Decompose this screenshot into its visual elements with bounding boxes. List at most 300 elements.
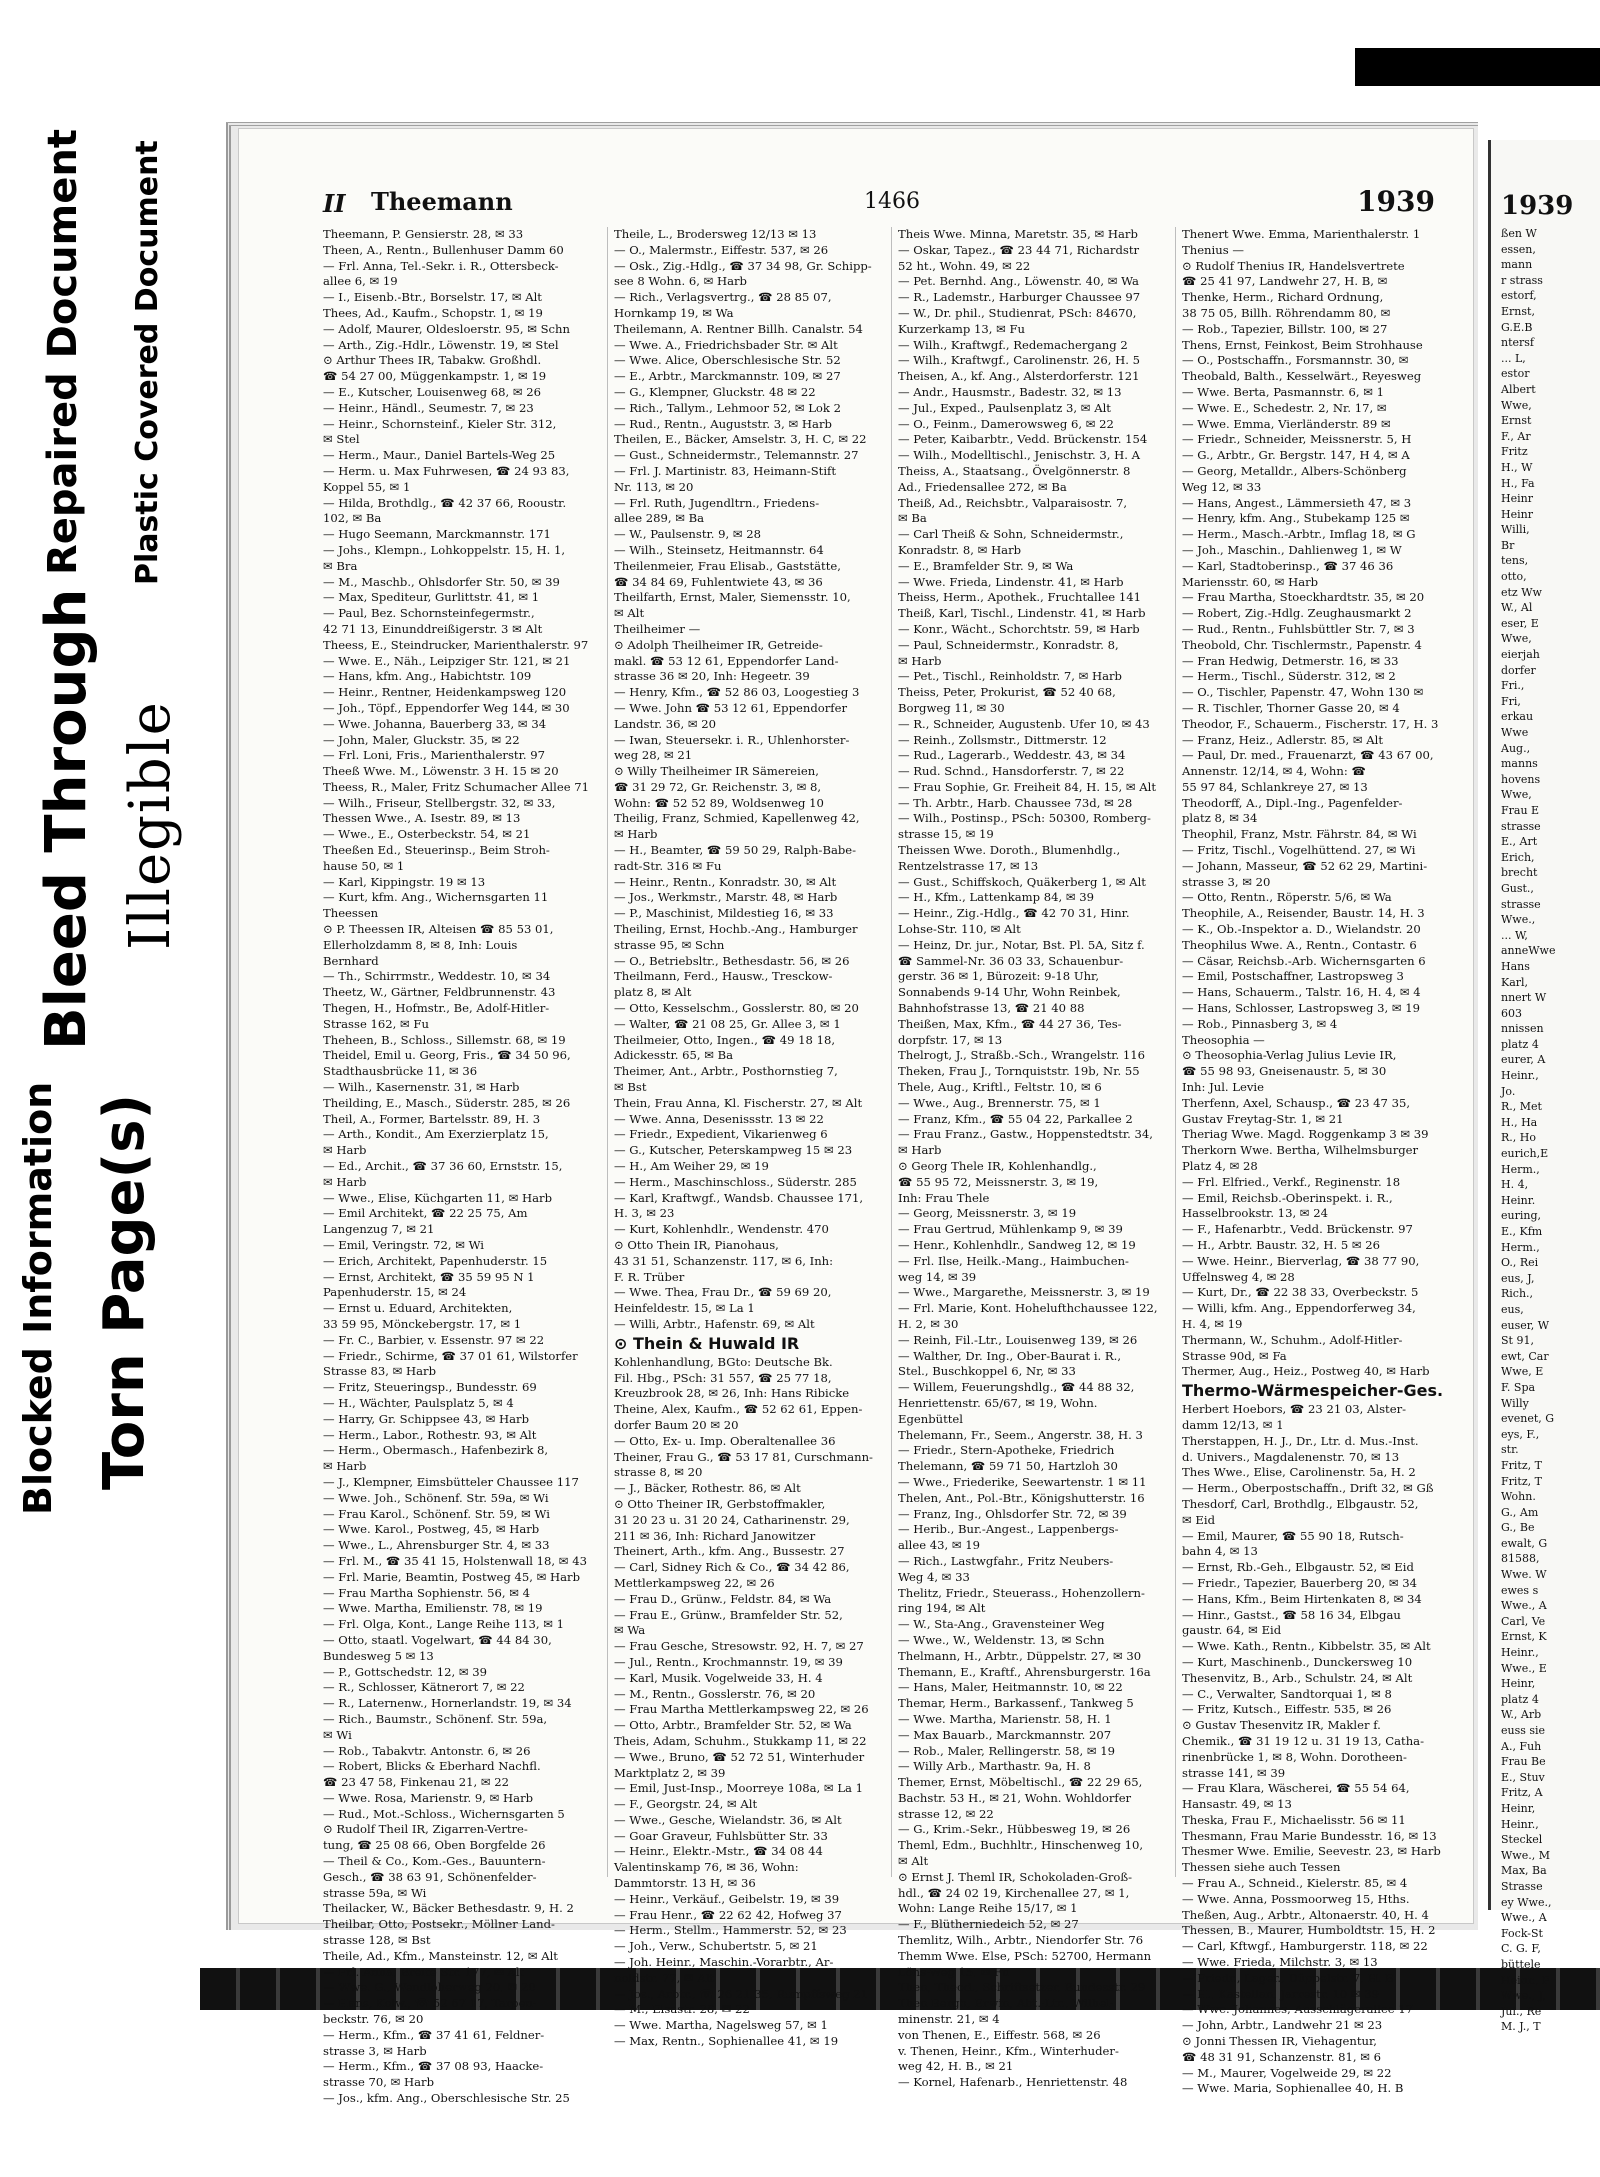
facing-page-line: Frau Be xyxy=(1501,1755,1546,1769)
directory-entry-line: Theiling, Ernst, Hochb.-Ang., Hamburger xyxy=(614,922,858,937)
facing-page-line: R., Met xyxy=(1501,1100,1542,1114)
directory-entry-line: Valentinskamp 76, ✉ 36, Wohn: xyxy=(614,1860,799,1875)
directory-entry-line: — Frau Klara, Wäscherei, ☎ 55 54 64, xyxy=(1182,1781,1410,1796)
directory-entry-line: — O., Betriebsltr., Bethesdastr. 56, ✉ 26 xyxy=(614,953,850,968)
directory-entry-line: von Thenen, E., Eiffestr. 568, ✉ 26 xyxy=(898,2027,1101,2042)
directory-entry-line: — R., Schneider, Augustenb. Ufer 10, ✉ 43 xyxy=(898,716,1150,731)
volume-number: II xyxy=(323,189,346,218)
facing-page-line: otto, xyxy=(1501,570,1527,584)
directory-entry-line: Theobold, Chr. Tischlermstr., Papenstr. 4 xyxy=(1182,637,1422,652)
facing-page-line: Wwe, xyxy=(1501,632,1532,646)
directory-entry-line: ☎ 23 47 58, Finkenau 21, ✉ 22 xyxy=(323,1775,510,1790)
facing-page-line: Wwe, xyxy=(1501,398,1532,412)
facing-page-line: euss sie xyxy=(1501,1724,1546,1737)
directory-entry-line: Theilacker, W., Bäcker Bethesdastr. 9, H. 2 xyxy=(323,1901,574,1916)
directory-entry-line: — Fritz, Steueringsp., Bundesstr. 69 xyxy=(323,1380,537,1395)
directory-entry-line: — Heinr., Verkäuf., Geibelstr. 19, ✉ 39 xyxy=(614,1891,840,1906)
directory-entry-line: — Hans, Angest., Lämmersieth 47, ✉ 3 xyxy=(1182,495,1412,510)
facing-page-line: R., Ho xyxy=(1501,1131,1536,1145)
directory-entry-line: — Rud., Mot.-Schloss., Wichernsgarten 5 xyxy=(323,1806,565,1821)
directory-entry-line: — H., Beamter, ☎ 59 50 29, Ralph-Babe- xyxy=(614,843,857,858)
stamp-illegible: Illegible xyxy=(118,700,183,950)
directory-entry-line: — M., Maurer, Vogelweide 29, ✉ 22 xyxy=(1182,2065,1392,2080)
directory-entry-line: Theophilus Wwe. A., Rentn., Contastr. 6 xyxy=(1182,937,1417,952)
directory-entry-line: ☎ 34 84 69, Fuhlentwiete 43, ✉ 36 xyxy=(614,574,823,589)
directory-entry-line: — Theil & Co., Kom.-Ges., Bauuntern- xyxy=(323,1854,546,1869)
directory-entry-line: Thele, Aug., Kriftl., Feltstr. 10, ✉ 6 xyxy=(898,1080,1102,1095)
directory-entry-line: — Reinh, Fil.-Ltr., Louisenweg 139, ✉ 26 xyxy=(898,1332,1138,1347)
directory-entry-line: ⊙ Jonni Thessen IR, Viehagentur, xyxy=(1182,2034,1377,2049)
directory-entry-line: — Rob., Pinnasberg 3, ✉ 4 xyxy=(1182,1016,1338,1031)
directory-entry-line: ✉ Ba xyxy=(898,511,927,526)
stamp-repaired-document: Repaired Document xyxy=(40,129,86,575)
facing-page-line: Fritz, A xyxy=(1501,1786,1543,1800)
directory-entry-line: — Fritz, Tischl., Vogelhüttend. 27, ✉ Wi xyxy=(1182,843,1416,858)
directory-entry-line: — Konr., Wächt., Schorchtstr. 59, ✉ Harb xyxy=(898,621,1140,636)
directory-entry-line: — Friedr., Lager., Düppelstr. 7, H. B xyxy=(1182,1970,1394,1985)
directory-entry-line: Thenert Wwe. Emma, Marienthalerstr. 1 xyxy=(1182,227,1421,241)
directory-entry-line: noldstr. 77, ✉ Alt xyxy=(614,1970,715,1985)
stamp-plastic-covered-document: Plastic Covered Document xyxy=(130,140,165,585)
directory-entry-line: Theil, A., Former, Bartelsstr. 89, H. 3 xyxy=(323,1111,541,1126)
directory-entry-line: — Jos., Werkmstr., Marstr. 48, ✉ Harb xyxy=(614,890,838,905)
facing-page-year: 1939 xyxy=(1501,191,1574,221)
facing-page-line: Heinr., xyxy=(1501,1646,1539,1660)
facing-page-line: brecht xyxy=(1501,866,1538,880)
directory-entry-line: Theess, E., Steindrucker, Marienthalerstr. 97 xyxy=(323,637,589,652)
directory-entry-line: ☎ 55 98 93, Gneisenaustr. 5, ✉ 30 xyxy=(1182,1064,1387,1079)
directory-entry-line: Lohse-Str. 110, ✉ Alt xyxy=(898,922,1021,937)
facing-page-line: Frau E xyxy=(1501,803,1540,817)
directory-entry-line: Mettlerkampsweg 22, ✉ 26 xyxy=(614,1575,775,1590)
directory-entry-line: ⊙ P. Theessen IR, Alteisen ☎ 85 53 01, xyxy=(323,922,554,937)
directory-entry-line: hause 50, ✉ 1 xyxy=(323,858,405,873)
facing-page-line: Willi, xyxy=(1501,523,1530,537)
directory-entry-line: — Henr., Kohlenhdlr., Sandweg 12, ✉ 19 xyxy=(898,1238,1136,1252)
facing-page-line: 603 xyxy=(1501,1006,1522,1020)
facing-page-fragment xyxy=(1488,140,1600,2034)
directory-entry-line: — M., Rentn., Gosslerstr. 76, ✉ 20 xyxy=(614,1686,816,1701)
directory-entry-line: — Heinr., Rentn., Konradstr. 30, ✉ Alt xyxy=(614,874,837,889)
directory-entry-line: Themm Wwe. Else, PSch: 52700, Hermann xyxy=(898,1948,1152,1963)
directory-entry-line: 55 97 84, Schlankreye 27, ✉ 13 xyxy=(1182,779,1368,794)
facing-page-line: büttele xyxy=(1501,1957,1541,1971)
directory-entry-line: allee 289, ✉ Ba xyxy=(614,511,705,526)
directory-entry-line: Theßen, Aug., Arbtr., Altonaerstr. 40, H. 4 xyxy=(1182,1907,1429,1922)
directory-entry-line: Theilmann, Ferd., Hausw., Tresckow- xyxy=(614,969,833,984)
directory-entry-line: Thessen Wwe., A. Isestr. 89, ✉ 13 xyxy=(323,811,521,826)
facing-page-line: E., Art xyxy=(1501,835,1538,849)
directory-entry-line: — Reinh., Zollsmstr., Dittmerstr. 12 xyxy=(898,732,1107,747)
directory-entry-line: Theessen xyxy=(323,906,379,921)
directory-entry-line: Thegen, H., Hofmstr., Be, Adolf-Hitler- xyxy=(323,1001,550,1016)
directory-entry-line: strasse 8, ✉ 20 xyxy=(614,1465,703,1480)
facing-page-line: E., Kfm xyxy=(1501,1225,1543,1238)
directory-entry-line: — Kurt, Maschinenb., Dunckersweg 10 xyxy=(1182,1654,1413,1669)
directory-entry-line: Hornkamp 19, ✉ Wa xyxy=(614,305,734,320)
directory-entry-line: Thessen siehe auch Tessen xyxy=(1182,1860,1341,1875)
directory-entry-line: — Max, Spediteur, Gurlittstr. 41, ✉ 1 xyxy=(323,590,540,605)
facing-page-line: tens, xyxy=(1501,554,1529,568)
directory-entry-line: — Otto, Rentn., Röperstr. 5/6, ✉ Wa xyxy=(1182,890,1392,905)
directory-entry-line: — R., Lademstr., Harburger Chaussee 97 xyxy=(898,290,1141,305)
directory-entry-line: — Karl, Musik. Vogelweide 33, H. 4 xyxy=(614,1670,823,1685)
directory-entry-line: Gustav Freytag-Str. 1, ✉ 21 xyxy=(1182,1111,1344,1126)
directory-entry-line: Thens, Ernst, Feinkost, Beim Strohhause xyxy=(1182,337,1423,352)
directory-entry-line: — Henry, kfm. Ang., Stubekamp 125 ✉ xyxy=(1182,511,1410,526)
directory-entry-line: — Wwe. Rosa, Marienstr. 9, ✉ Harb xyxy=(323,1790,534,1805)
directory-entry-line: Inh: Jul. Levie xyxy=(1182,1080,1264,1095)
directory-entry-line: — Heinr., Schornsteinf., Kieler Str. 312, xyxy=(323,416,557,431)
directory-columns xyxy=(323,227,1444,2106)
directory-entry-line: — Wwe. E., Näh., Leipziger Str. 121, ✉ 21 xyxy=(323,653,571,668)
directory-entry-line: — Wilh., Kasernenstr. 31, ✉ Harb xyxy=(323,1080,520,1095)
directory-entry-line: Theeßen Ed., Steuerinsp., Beim Stroh- xyxy=(323,843,550,858)
directory-entry-line: Theodor, F., Schauerm., Fischerstr. 17, H. 3 xyxy=(1182,716,1439,731)
directory-entry-line: Theetz, W., Gärtner, Feldbrunnenstr. 43 xyxy=(323,985,556,1000)
directory-entry-line: allee 6, ✉ 19 xyxy=(323,274,398,289)
directory-entry-line: — Arth., Zig.-Hdlr., Löwenstr. 19, ✉ Stel xyxy=(323,337,559,352)
directory-entry-line: — Otto, Arbtr., Bramfelder Str. 52, ✉ Wa xyxy=(614,1718,852,1733)
directory-entry-line: ✉ Wa xyxy=(614,1623,646,1638)
directory-entry-line: — Willi, kfm. Ang., Eppendorferweg 34, xyxy=(1182,1301,1416,1316)
directory-entry-line: — W., Paulsenstr. 9, ✉ 28 xyxy=(614,527,762,542)
directory-entry-line: Hasselbrookstr. 13, ✉ 24 xyxy=(1182,1206,1328,1221)
directory-entry-line: — Frau D., Grünw., Feldstr. 84, ✉ Wa xyxy=(614,1591,832,1606)
directory-entry-line: — Frl. Marie, Beamtin, Postweg 45, ✉ Harb xyxy=(323,1569,581,1584)
directory-entry-line: — Emil Architekt, ☎ 22 25 75, Am xyxy=(323,1206,528,1221)
directory-entry-line: ring 194, ✉ Alt xyxy=(898,1601,986,1616)
facing-page-line: Br xyxy=(1501,538,1515,552)
directory-entry-line: Wohn: ☎ 52 52 89, Woldsenweg 10 xyxy=(614,795,824,810)
directory-entry-line: — Max Bauarb., Marckmannstr. 207 xyxy=(898,1727,1112,1742)
directory-entry-line: ☎ 48 31 91, Schanzenstr. 81, ✉ 6 xyxy=(1182,2049,1381,2064)
directory-entry-line: — C., Verwalter, Sandtorquai 1, ✉ 8 xyxy=(1182,1686,1392,1701)
directory-entry-line: Nr. 113, ✉ 20 xyxy=(614,479,694,494)
directory-entry-line: — Joh., Maschin., Dahlienweg 1, ✉ W xyxy=(1182,542,1402,557)
directory-entry-line: ✉ Harb xyxy=(614,827,658,842)
directory-entry-line: Theess, R., Maler, Fritz Schumacher Allee 71 xyxy=(323,779,589,794)
facing-page-line: Rich., xyxy=(1501,1287,1534,1301)
directory-entry-line: Theilenmeier, Frau Elisab., Gaststätte, xyxy=(614,558,841,573)
directory-entry-line: — Fran Hedwig, Detmerstr. 16, ✉ 33 xyxy=(1182,653,1399,668)
facing-page-line: Fritz, T xyxy=(1501,1458,1542,1472)
directory-entry-line: — Adolf, Maurer, Oldesloerstr. 95, ✉ Schn xyxy=(323,321,570,336)
directory-entry-line: Mariensstr. 60, ✉ Harb xyxy=(1182,574,1319,589)
facing-page-line: St 91, xyxy=(1501,1334,1534,1348)
directory-entry-line: Adickesstr. 65, ✉ Ba xyxy=(614,1048,734,1063)
facing-page-line: H., Fa xyxy=(1501,476,1535,490)
directory-entry-line: Theiner, Frau G., ☎ 53 17 81, Curschmann- xyxy=(614,1449,873,1464)
directory-entry-line: Theml, Edm., Buchhltr., Hinschenweg 10, xyxy=(898,1838,1144,1853)
directory-entry-line: — Otto, Kesselschm., Gosslerstr. 80, ✉ 20 xyxy=(614,1001,859,1016)
directory-entry-line: — Ernst, Rb.-Geh., Elbgaustr. 52, ✉ Eid xyxy=(1182,1560,1414,1575)
facing-page-line: strasse xyxy=(1501,897,1541,911)
column-1 xyxy=(323,227,601,2106)
directory-entry-line: ⊙ Ernst J. Theml IR, Schokoladen-Groß- xyxy=(898,1869,1133,1884)
facing-page-line: Wohn. xyxy=(1501,1490,1536,1504)
directory-entry-line: makl. ☎ 53 12 61, Eppendorfer Land- xyxy=(614,653,839,668)
directory-entry-line: rinenbrücke 1, ✉ 8, Wohn. Dorotheen- xyxy=(1182,1749,1407,1764)
directory-entry-line: Theile, Ad., Kfm., Mansteinstr. 12, ✉ Alt xyxy=(323,1948,558,1963)
facing-page-line: Ernst, xyxy=(1501,304,1535,318)
directory-entry-line: Herbert Hoebors, ☎ 23 21 03, Alster- xyxy=(1182,1402,1407,1417)
directory-entry-line: — Wilh., Postinsp., PSch: 50300, Romberg- xyxy=(898,811,1151,826)
directory-entry-line: gerstr. 36 ✉ 1, Bürozeit: 9-18 Uhr, xyxy=(898,969,1100,984)
facing-page-line: H., W xyxy=(1501,460,1533,474)
directory-entry-line: — Fritz, Kutsch., Eiffestr. 535, ✉ 26 xyxy=(1182,1702,1392,1717)
directory-entry-line: — Wwe. Frieda, Milchstr. 3, ✉ 13 xyxy=(1182,1955,1378,1970)
facing-page-line: Albert xyxy=(1501,382,1536,396)
directory-entry-line: — Karl, Stadtoberinsp., ☎ 37 46 36 xyxy=(1182,558,1394,573)
directory-entry-line: — Wwe. Thea, Frau Dr., ☎ 59 69 20, xyxy=(614,1285,832,1300)
directory-entry-line: — Hans, kfm. Ang., Habichtstr. 109 xyxy=(323,669,532,684)
directory-entry-line: ⊙ Rudolf Thenius IR, Handelsvertrete xyxy=(1182,258,1405,273)
scan-border-top xyxy=(1355,48,1600,86)
directory-entry-line: — Ernst, Architekt, ☎ 35 59 95 N 1 xyxy=(323,1269,535,1284)
facing-page-line: Karl, xyxy=(1501,975,1529,989)
facing-page-line: W., Al xyxy=(1501,601,1533,615)
facing-page-line: Jul., Re xyxy=(1501,2004,1542,2018)
directory-entry-line: Thein, Frau Anna, Kl. Fischerstr. 27, ✉ Alt xyxy=(614,1095,863,1110)
directory-entry-line: — Herm., Oberpostschaffn., Drift 32, ✉ Gß xyxy=(1182,1481,1434,1496)
directory-entry-line: — Wwe. John ☎ 53 12 61, Eppendorfer xyxy=(614,700,847,715)
directory-entry-line: — Wwe. Maria, Sophienallee 40, H. B xyxy=(1182,2081,1404,2096)
directory-entry-line: — Wwe. G., Wendloherweg 20, ✉ 20 xyxy=(323,1980,536,1995)
directory-entry-line: — Frl. M., ☎ 35 41 15, Holstenwall 18, ✉ 43 xyxy=(323,1553,587,1568)
directory-entry-line: Inh: Frau Thele xyxy=(898,1190,990,1205)
directory-entry-line: Landstr. 36, ✉ 20 xyxy=(614,716,717,731)
facing-page-line: eurer, A xyxy=(1501,1053,1546,1067)
directory-entry-line: Theiss, Peter, Prokurist, ☎ 52 40 68, xyxy=(898,685,1116,700)
facing-page-line: Fri., xyxy=(1501,679,1525,693)
directory-entry-line: — Rich., Tallym., Lehmoor 52, ✉ Lok 2 xyxy=(614,400,841,415)
directory-entry-line: strasse 3, ✉ Harb xyxy=(323,2043,427,2058)
directory-entry-line: Theidel, Emil u. Georg, Fris., ☎ 34 50 96, xyxy=(323,1048,571,1063)
directory-entry-line: Theine, Alex, Kaufm., ☎ 52 62 61, Eppen- xyxy=(614,1402,863,1417)
directory-entry-line: strasse 59a, ✉ Wi xyxy=(323,1885,427,1900)
facing-page-line: W., Arb xyxy=(1501,1708,1542,1722)
directory-entry-line: Theiss, Herm., Apothek., Fruchtallee 141 xyxy=(898,590,1141,605)
directory-entry-line: Themar, Herm., Barkassenf., Tankweg 5 xyxy=(898,1696,1134,1711)
directory-entry-line: strasse 141, ✉ 39 xyxy=(1182,1765,1286,1780)
directory-entry-line: strasse 3, ✉ 20 xyxy=(1182,874,1271,889)
directory-entry-line: ✉ Harb xyxy=(323,1174,367,1189)
directory-entry-line: — Ernst u. Eduard, Architekten, xyxy=(323,1301,513,1316)
directory-entry-line: Then Bergh, Erwin, Abt.-Ltr., Wilhel- xyxy=(898,1996,1114,2011)
directory-entry-line: — O., Feinm., Damerowsweg 6, ✉ 22 xyxy=(898,416,1114,431)
directory-entry-line: Hansastr. 49, ✉ 13 xyxy=(1182,1797,1292,1812)
facing-page-line: Erich, xyxy=(1501,850,1535,864)
directory-entry-line: — Carl, Kftwgf., Hamburgerstr. 118, ✉ 22 xyxy=(1182,1939,1428,1954)
directory-entry-line: — Wwe., Margarethe, Meissnerstr. 3, ✉ 19 xyxy=(898,1285,1150,1300)
directory-entry-line: Ad., Friedensallee 272, ✉ Ba xyxy=(898,479,1067,494)
directory-entry-line: Therfenn, Axel, Schausp., ☎ 23 47 35, xyxy=(1182,1095,1411,1110)
directory-entry-line: — Wwe. Alice, Oberschlesische Str. 52 xyxy=(614,353,841,368)
directory-entry-line: Theilbar, Otto, Postsekr., Möllner Land- xyxy=(323,1917,555,1932)
directory-entry-line: — Wwe., W., Weldenstr. 13, ✉ Schn xyxy=(898,1632,1105,1647)
directory-entry-line: Then, Theod., Schriftsetzer, Bundesstr. 29 xyxy=(898,1980,1146,1995)
directory-entry-line: — Rud., Rentn., Auguststr. 3, ✉ Harb xyxy=(614,416,832,431)
directory-entry-line: — Herm., Obermasch., Hafenbezirk 8, xyxy=(323,1443,549,1458)
directory-entry-line: — Emil, Veringstr. 72, ✉ Wi xyxy=(323,1238,485,1252)
directory-entry-line: — E., Bramfelder Str. 9, ✉ Wa xyxy=(898,558,1074,573)
directory-entry-line: Theis, Adam, Schuhm., Stukkamp 11, ✉ 22 xyxy=(614,1733,867,1748)
directory-entry-line: Thermo-Wärmespeicher-Ges. xyxy=(1182,1381,1444,1401)
directory-entry-line: Therkorn Wwe. Bertha, Wilhelmsburger xyxy=(1182,1143,1419,1158)
running-head-name: Theemann xyxy=(371,187,513,216)
directory-entry-line: — Henry, Kfm., ☎ 52 86 03, Loogestieg 3 xyxy=(614,685,860,700)
directory-entry-line: — W., Sta-Ang., Gravensteiner Weg xyxy=(898,1617,1105,1632)
facing-page-line: erkau xyxy=(1501,710,1534,724)
directory-entry-line: — Th., Schirrmstr., Weddestr. 10, ✉ 34 xyxy=(323,969,551,984)
directory-entry-line: — M., Elsastr. 28, ✉ 22 xyxy=(614,2002,750,2017)
facing-page-line: platz 4 xyxy=(1501,1692,1539,1706)
directory-entry-line: — F., Hafenarbtr., Vedd. Brückenstr. 97 xyxy=(1182,1222,1413,1237)
directory-entry-line: Fil. Hbg., PSch: 31 557, ☎ 25 77 18, xyxy=(614,1370,832,1385)
directory-entry-line: — Friedr., Schirme, ☎ 37 01 61, Wilstorfer xyxy=(323,1348,578,1363)
directory-entry-line: Stadthausbrücke 11, ✉ 36 xyxy=(323,1064,478,1079)
directory-entry-line: Strasse 83, ✉ Harb xyxy=(323,1364,437,1379)
directory-entry-line: — Frau Gertrud, Mühlenkamp 9, ✉ 39 xyxy=(898,1222,1123,1237)
directory-entry-line: ✉ Stel xyxy=(323,432,360,447)
directory-entry-line: — Kurt, Kohlenhdlr., Wendenstr. 470 xyxy=(614,1222,829,1237)
directory-entry-line: — Frau A., Schneid., Kielerstr. 85, ✉ 4 xyxy=(1182,1876,1408,1891)
directory-entry-line: — G., Arbtr., Gr. Bergstr. 147, H 4, ✉ A xyxy=(1182,448,1410,463)
directory-entry-line: 42 71 13, Einunddreißigerstr. 3 ✉ Alt xyxy=(323,621,543,636)
directory-entry-line: — Kurt, kfm. Ang., Wichernsgarten 11 xyxy=(323,890,549,905)
directory-entry-line: — Willy Arb., Marthastr. 9a, H. 8 xyxy=(898,1759,1091,1774)
directory-entry-line: — Goar Graveur, Fuhlsbütter Str. 33 xyxy=(614,1828,828,1843)
directory-entry-line: ⊙ Thein & Huwald IR xyxy=(614,1333,800,1353)
directory-entry-line: — Wwe. Martha, Emilienstr. 78, ✉ 19 xyxy=(323,1601,543,1616)
directory-entry-line: Theriag Wwe. Magd. Roggenkamp 3 ✉ 39 xyxy=(1182,1127,1429,1142)
directory-entry-line: Themer, Ernst, Möbeltischl., ☎ 22 29 65, xyxy=(898,1775,1143,1790)
facing-page-line: A., Fuh xyxy=(1501,1739,1542,1753)
facing-page-line: eus, xyxy=(1501,1302,1524,1316)
facing-page-line: E., Stuv xyxy=(1501,1770,1545,1784)
directory-entry-line: — Herm., Masch.-Arbtr., Imflag 18, ✉ G xyxy=(1182,527,1416,542)
directory-entry-line: — Peter, Kaibarbtr., Vedd. Brückenstr. 154 xyxy=(898,432,1148,447)
directory-entry-line: — Rich., Lastwgfahr., Fritz Neubers- xyxy=(898,1553,1114,1568)
facing-page-line: Herm., xyxy=(1501,1240,1540,1254)
directory-entry-line: — Pet., Tischl., Reinholdstr. 7, ✉ Harb xyxy=(898,669,1122,684)
directory-entry-line: — J., Klempner, Eimsbütteler Chaussee 117 xyxy=(323,1474,579,1489)
facing-page-line: G.E.B xyxy=(1501,320,1533,334)
directory-entry-line: Thelrogt, J., Straßb.-Sch., Wrangelstr. 116 xyxy=(898,1048,1146,1063)
directory-entry-line: — Herib., Bur.-Angest., Lappenbergs- xyxy=(898,1522,1119,1537)
directory-entry-line: weg 28, ✉ 21 xyxy=(614,748,693,763)
facing-page-line: Wwe., A xyxy=(1501,1599,1547,1613)
facing-page-line: eurich,E xyxy=(1501,1147,1549,1161)
facing-page-line: C. G. F, xyxy=(1501,1942,1541,1956)
directory-entry-line: Thesenvitz, B., Arb., Schulstr. 24, ✉ Alt xyxy=(1182,1670,1413,1685)
facing-page-line: Heinr., F xyxy=(1501,1973,1550,1987)
directory-entry-line: Theen, A., Rentn., Bullenhuser Damm 60 xyxy=(323,242,564,257)
facing-page-line: strasse xyxy=(1501,819,1541,833)
directory-entry-line: — O., Tischler, Papenstr. 47, Wohn 130 ✉ xyxy=(1182,685,1424,700)
directory-entry-line: Theken, Frau J., Tornquiststr. 19b, Nr. 55 xyxy=(898,1064,1140,1079)
directory-entry-line: Kurzerkamp 13, ✉ Fu xyxy=(898,321,1025,336)
directory-entry-line: — Karl, Kraftwgf., Wandsb. Chaussee 171, xyxy=(614,1190,864,1205)
directory-entry-line: — Paul, Dr. med., Frauenarzt, ☎ 43 67 00, xyxy=(1182,748,1434,763)
directory-entry-line: — Herm., Maschinschloss., Süderstr. 285 xyxy=(614,1174,857,1189)
directory-entry-line: — Wilh., Kraftwgf., Carolinenstr. 26, H. 5 xyxy=(898,353,1141,368)
directory-entry-line: Löns-Weg 15, ✉ Fu xyxy=(898,1964,1010,1979)
directory-entry-line: — Rob., Maler, Rellingerstr. 58, ✉ 19 xyxy=(898,1743,1115,1758)
directory-entry-line: bahn 4, ✉ 13 xyxy=(1182,1544,1258,1559)
directory-entry-line: ⊙ Theosophia-Verlag Julius Levie IR, xyxy=(1182,1048,1397,1063)
directory-entry-line: — Hans, Schlosser, Lastropsweg 3, ✉ 19 xyxy=(1182,1001,1420,1016)
directory-entry-line: strasse 70, ✉ Harb xyxy=(323,2075,435,2090)
facing-page-line: Wwe xyxy=(1501,726,1529,739)
directory-entry-line: — Walther, Dr. Ing., Ober-Baurat i. R., xyxy=(898,1348,1122,1363)
directory-entry-line: Thenius — xyxy=(1182,242,1244,257)
directory-entry-line: radt-Str. 316 ✉ Fu xyxy=(614,858,722,873)
directory-entry-line: strasse 36 ✉ 20, Inh: Hegeetr. 39 xyxy=(614,669,810,684)
directory-entry-line: ⊙ Willy Theilheimer IR Sämereien, xyxy=(614,764,819,779)
facing-page-line: Ernst xyxy=(1501,414,1532,428)
directory-entry-line: Theiß, Ad., Reichsbtr., Valparaisostr. 7, xyxy=(898,495,1128,510)
directory-entry-line: ✉ Bst xyxy=(614,1080,647,1095)
directory-entry-line: — Emil, Just-Insp., Moorreye 108a, ✉ La 1 xyxy=(614,1781,863,1796)
facing-page-line: Wwe., M xyxy=(1501,1848,1550,1862)
facing-page-line: Steckel xyxy=(1501,1833,1543,1847)
directory-entry-line: 31 20 23 u. 31 20 24, Catharinenstr. 29, xyxy=(614,1512,850,1527)
directory-entry-line: — Rich., Verlagsvertrg., ☎ 28 85 07, xyxy=(614,290,832,305)
directory-entry-line: — Herm., Tischl., Süderstr. 312, ✉ 2 xyxy=(1182,669,1396,684)
directory-entry-line: — Joh. Heinr., Maschin.-Vorarbtr., Ar- xyxy=(614,1955,834,1970)
directory-entry-line: — Georg, Meissnerstr. 3, ✉ 19 xyxy=(898,1206,1077,1221)
directory-entry-line: Weg 12, ✉ 33 xyxy=(1182,479,1262,494)
directory-entry-line: Koppel 55, ✉ 1 xyxy=(323,479,411,494)
directory-entry-line: Kreuzbrook 28, ✉ 26, Inh: Hans Ribicke xyxy=(614,1386,850,1401)
directory-entry-line: — Th. Arbtr., Harb. Chaussee 73d, ✉ 28 xyxy=(898,795,1133,810)
facing-page-line: estorf, xyxy=(1501,289,1537,303)
directory-entry-line: — H., Arbtr. Baustr. 32, H. 5 ✉ 26 xyxy=(1182,1238,1381,1252)
directory-entry-line: — I., Eisenb.-Btr., Borselstr. 17, ✉ Alt xyxy=(323,290,542,305)
directory-entry-line: Theodorff, A., Dipl.-Ing., Pagenfelder- xyxy=(1182,795,1403,810)
facing-page-line: 81588, xyxy=(1501,1552,1540,1566)
directory-entry-line: Kohlenhandlung, BGto: Deutsche Bk. xyxy=(614,1354,833,1369)
directory-entry-line: — Franz, Kfm., ☎ 55 04 22, Parkallee 2 xyxy=(898,1111,1133,1126)
directory-entry-line: Thelitz, Friedr., Steuerass., Hohenzollern- xyxy=(898,1585,1145,1600)
directory-entry-line: — H., Am Weiher 29, ✉ 19 xyxy=(614,1159,769,1174)
directory-entry-line: — Hans, Maler, Heitmannstr. 10, ✉ 22 xyxy=(898,1680,1123,1695)
directory-entry-line: — Herm., Kfm., ☎ 37 08 93, Haacke- xyxy=(323,2059,544,2074)
year-label: 1939 xyxy=(1357,185,1435,218)
stamp-bleed-through: Bleed Through xyxy=(34,588,99,1050)
directory-entry-line: — Willi, Arbtr., Hafenstr. 69, ✉ Alt xyxy=(614,1316,815,1331)
facing-page-line: ntersf xyxy=(1501,336,1534,350)
directory-entry-line: Theiss, A., Staatsang., Övelgönnerstr. 8 xyxy=(898,463,1131,478)
directory-entry-line: Theemann, P. Gensierstr. 28, ✉ 33 xyxy=(323,227,524,241)
directory-entry-line: Theilen, E., Bäcker, Amselstr. 3, H. C, ✉ 22 xyxy=(614,432,867,447)
directory-entry-line: — Wwe. Joh., Schönenf. Str. 59a, ✉ Wi xyxy=(323,1490,549,1505)
directory-entry-line: — Wwe. Berta, Pasmannstr. 6, ✉ 1 xyxy=(1182,384,1384,399)
directory-entry-line: — Heinr., Rentner, Heidenkampsweg 120 xyxy=(323,685,567,700)
directory-entry-line: — Emil, Postschaffner, Lastropsweg 3 xyxy=(1182,969,1404,984)
directory-entry-line: — Heinr., Händl., Seumestr. 7, ✉ 23 xyxy=(323,400,534,415)
directory-entry-line: Theis Wwe. Minna, Maretstr. 35, ✉ Harb xyxy=(898,227,1138,241)
facing-page-line: F., Ar xyxy=(1501,429,1531,443)
facing-page-line: Wwe., E xyxy=(1501,1661,1547,1675)
directory-entry-line: — Karl, Kippingstr. 19 ✉ 13 xyxy=(323,874,486,889)
directory-entry-line: — Frl. Anna, Tel.-Sekr. i. R., Ottersbeck- xyxy=(323,258,559,273)
directory-entry-line: see 8 Wohn. 6, ✉ Harb xyxy=(614,274,747,289)
directory-entry-line: Thees, Ad., Kaufm., Schopstr. 1, ✉ 19 xyxy=(323,305,543,320)
facing-page-line: Heinr, xyxy=(1501,1801,1536,1815)
